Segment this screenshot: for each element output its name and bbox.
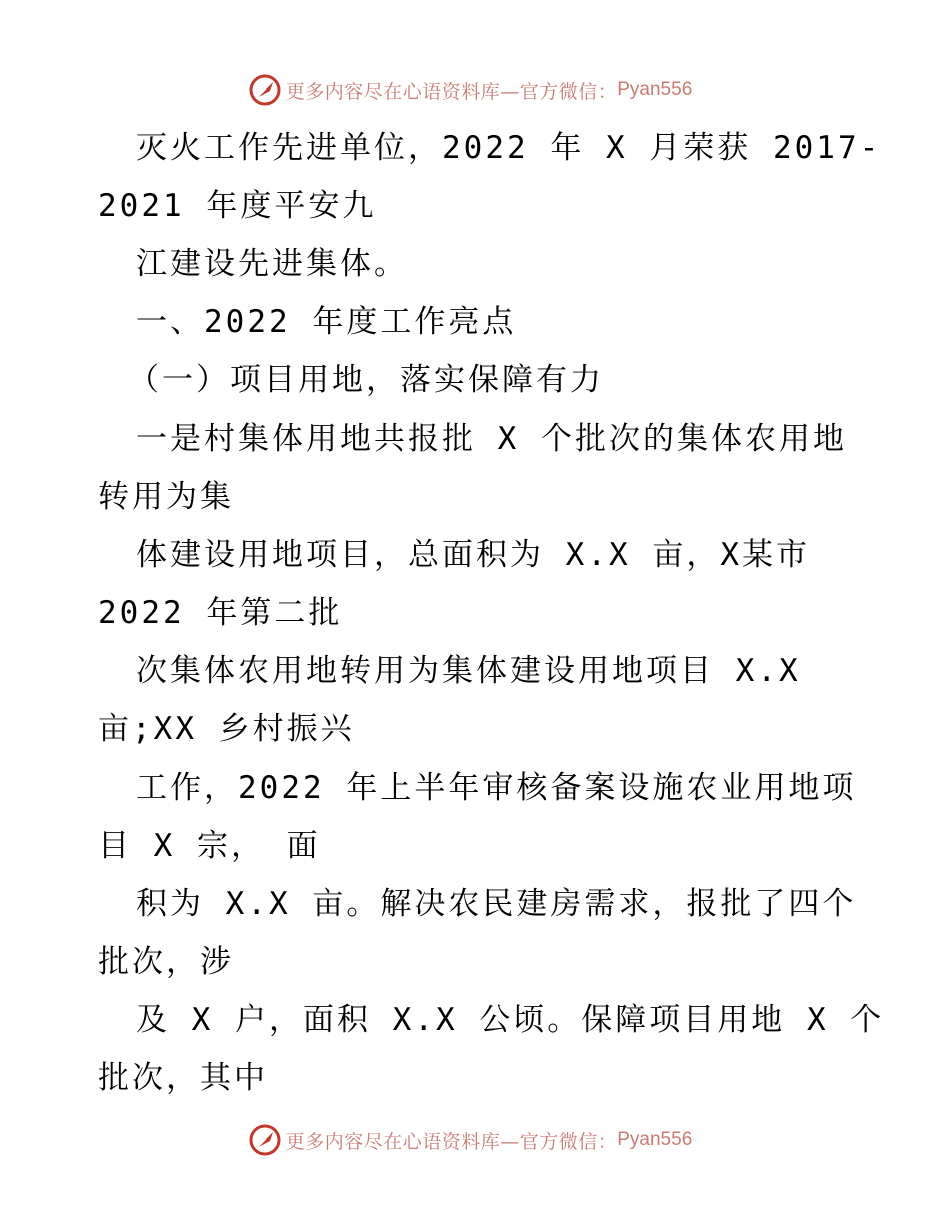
watermark-group [248,73,693,107]
body-line: 转用为集 [98,479,234,515]
body-line: 积为 X.X 亩。解决农民建房需求，报批了四个 [136,886,857,922]
header-watermark [0,70,950,110]
subsection-heading: （一）项目用地，落实保障有力 [128,362,604,398]
body-line: 批次，其中 [98,1060,268,1096]
body-line: 及 X 户，面积 X.X 公顷。保障项目用地 X 个 [136,1002,885,1038]
body-line: 灭火工作先进单位，2022 年 X 月荣获 2017- [136,130,882,166]
body-line: 目 X 宗， 面 [98,828,321,864]
body-line: 次集体农用地转用为集体建设用地项目 X.X [136,653,801,689]
body-line: 体建设用地项目，总面积为 X.X 亩，X某市 [136,537,810,573]
body-line: 批次，涉 [98,944,234,980]
watermark-wechat-id: Pyan556 [617,79,693,100]
watermark-wechat-id: Pyan556 [617,1129,693,1150]
watermark-text: 更多内容尽在心语资料库—官方微信： [285,80,618,103]
feather-pen-logo-icon [248,1123,282,1157]
watermark-group [248,1123,693,1157]
footer-watermark [0,1120,950,1160]
body-line: 亩;XX 乡村振兴 [98,711,355,747]
feather-pen-logo-icon [248,73,282,107]
section-heading: 一、2022 年度工作亮点 [136,304,517,340]
body-line: 工作，2022 年上半年审核备案设施农业用地项 [136,770,857,806]
watermark-text: 更多内容尽在心语资料库—官方微信： [285,1130,618,1153]
body-line: 江建设先进集体。 [136,246,408,282]
body-line: 一是村集体用地共报批 X 个批次的集体农用地 [136,421,847,457]
body-line: 2022 年第二批 [98,595,343,631]
body-line: 2021 年度平安九 [98,188,377,224]
